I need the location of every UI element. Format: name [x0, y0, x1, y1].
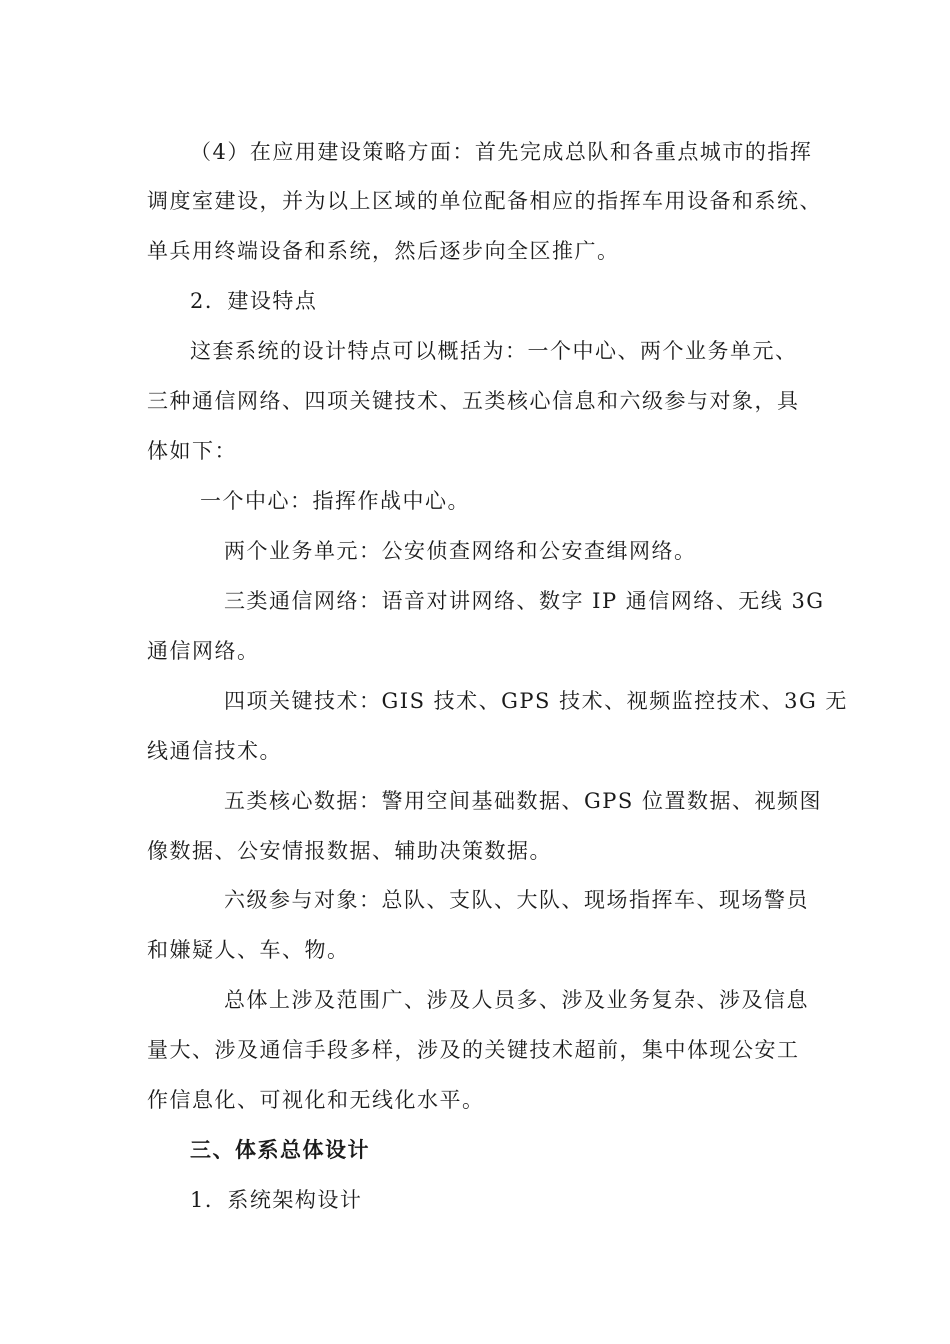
paragraph-line: 两个业务单元：公安侦查网络和公安查缉网络。: [224, 539, 697, 563]
section-heading: 2．建设特点: [190, 289, 318, 313]
paragraph-line: （4）在应用建设策略方面：首先完成总队和各重点城市的指挥: [190, 140, 813, 164]
paragraph-line: 四项关键技术：GIS 技术、GPS 技术、视频监控技术、3G 无: [224, 689, 848, 713]
paragraph-line: 总体上涉及范围广、涉及人员多、涉及业务复杂、涉及信息: [224, 988, 809, 1012]
paragraph-line: 一个中心：指挥作战中心。: [200, 489, 470, 513]
paragraph-line: 像数据、公安情报数据、辅助决策数据。: [147, 839, 552, 863]
paragraph-line: 五类核心数据：警用空间基础数据、GPS 位置数据、视频图: [224, 789, 822, 813]
paragraph-line: 通信网络。: [147, 639, 260, 663]
paragraph-line: 线通信技术。: [147, 739, 282, 763]
paragraph-line: 三种通信网络、四项关键技术、五类核心信息和六级参与对象，具: [147, 389, 800, 413]
section-heading: 1．系统架构设计: [190, 1188, 363, 1212]
paragraph-line: 六级参与对象：总队、支队、大队、现场指挥车、现场警员: [224, 888, 809, 912]
paragraph-line: 作信息化、可视化和无线化水平。: [147, 1088, 485, 1112]
paragraph-line: 调度室建设，并为以上区域的单位配备相应的指挥车用设备和系统、: [147, 189, 822, 213]
paragraph-line: 体如下：: [147, 439, 237, 463]
paragraph-line: 三类通信网络：语音对讲网络、数字 IP 通信网络、无线 3G: [224, 589, 825, 613]
paragraph-line: 这套系统的设计特点可以概括为：一个中心、两个业务单元、: [190, 339, 798, 363]
paragraph-line: 单兵用终端设备和系统，然后逐步向全区推广。: [147, 239, 620, 263]
chapter-heading: 三、体系总体设计: [190, 1138, 370, 1162]
paragraph-line: 量大、涉及通信手段多样，涉及的关键技术超前，集中体现公安工: [147, 1038, 800, 1062]
paragraph-line: 和嫌疑人、车、物。: [147, 938, 350, 962]
